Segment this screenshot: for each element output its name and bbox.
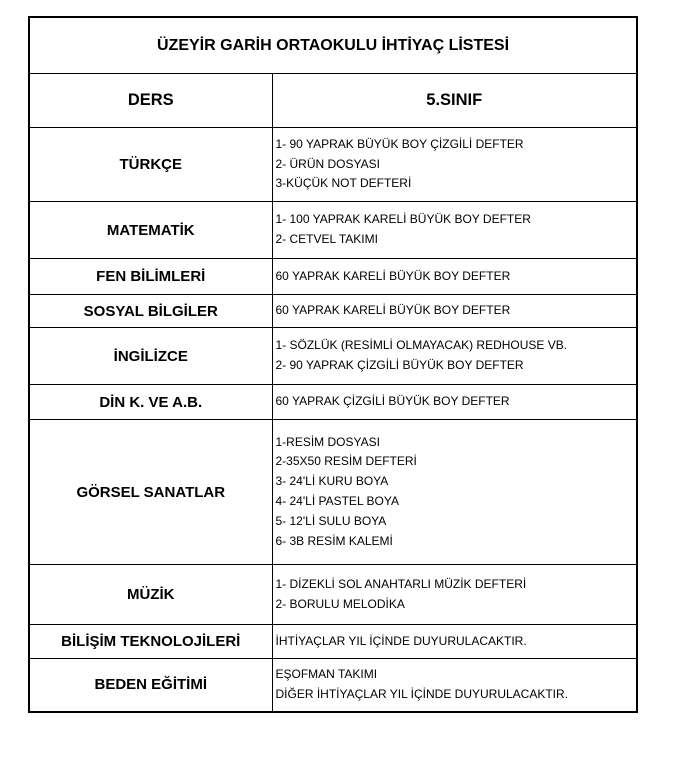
items-cell [272,659,637,712]
list-item: 60 YAPRAK KARELİ BÜYÜK BOY DEFTER [275,268,511,283]
list-item: 6- 3B RESİM KALEMİ [275,533,393,548]
needs-list-table [28,16,638,713]
subject-cell: TÜRKÇE [29,128,272,202]
table-row [29,202,637,259]
items-cell [272,565,637,625]
list-item: 4- 24'Lİ PASTEL BOYA [275,494,399,508]
items-cell [272,259,637,295]
items-cell [272,128,637,202]
list-item: EŞOFMAN TAKIMI [275,666,378,681]
subject-cell: İNGİLİZCE [29,328,272,385]
title-row [29,17,637,74]
items-cell [272,385,637,420]
list-item: 1- 100 YAPRAK KARELİ BÜYÜK BOY DEFTER [275,212,531,227]
subject-cell: DİN K. VE A.B. [29,385,272,420]
column-header-subject: DERS [29,74,272,128]
column-header-grade: 5.SINIF [272,74,637,128]
table-row [29,420,637,565]
list-item: 60 YAPRAK KARELİ BÜYÜK BOY DEFTER [275,303,511,318]
table-row [29,625,637,659]
table-row [29,259,637,295]
subject-cell: MÜZİK [29,565,272,625]
items-cell [272,420,637,565]
list-item: 3-KÜÇÜK NOT DEFTERİ [275,176,412,191]
list-item: 60 YAPRAK ÇİZGİLİ BÜYÜK BOY DEFTER [275,394,510,409]
page-title: ÜZEYİR GARİH ORTAOKULU İHTİYAÇ LİSTESİ [29,17,637,74]
list-item: 5- 12'Lİ SULU BOYA [275,513,387,528]
subject-cell: GÖRSEL SANATLAR [29,420,272,565]
list-item: 1- 90 YAPRAK BÜYÜK BOY ÇİZGİLİ DEFTER [275,136,524,151]
table-row [29,128,637,202]
header-row [29,74,637,128]
table-row [29,565,637,625]
list-item: 2- 90 YAPRAK ÇİZGİLİ BÜYÜK BOY DEFTER [275,358,524,372]
list-item: 3- 24'Lİ KURU BOYA [275,474,389,489]
table-row [29,328,637,385]
list-item: İHTİYAÇLAR YIL İÇİNDE DUYURULACAKTIR. [275,633,527,648]
list-item: 1-RESİM DOSYASI [275,434,380,449]
list-item: 2- BORULU MELODİKA [275,596,405,611]
items-cell [272,625,637,659]
table-row [29,659,637,712]
list-item: DİĞER İHTİYAÇLAR YIL İÇİNDE DUYURULACAKTIR. [275,686,568,701]
items-cell [272,328,637,385]
items-cell [272,202,637,259]
subject-cell: FEN BİLİMLERİ [29,259,272,295]
list-item: 2-35X50 RESİM DEFTERİ [275,454,417,469]
table-row [29,295,637,328]
items-cell [272,295,637,328]
list-item: 1- DİZEKLİ SOL ANAHTARLI MÜZİK DEFTERİ [275,576,527,591]
list-item: 2- ÜRÜN DOSYASI [275,156,380,171]
subject-cell: MATEMATİK [29,202,272,259]
table-row [29,385,637,420]
subject-cell: SOSYAL BİLGİLER [29,295,272,328]
list-item: 2- CETVEL TAKIMI [275,232,378,246]
subject-cell: BEDEN EĞİTİMİ [29,659,272,712]
list-item: 1- SÖZLÜK (RESİMLİ OLMAYACAK) REDHOUSE VB. [275,338,568,353]
subject-cell: BİLİŞİM TEKNOLOJİLERİ [29,625,272,659]
